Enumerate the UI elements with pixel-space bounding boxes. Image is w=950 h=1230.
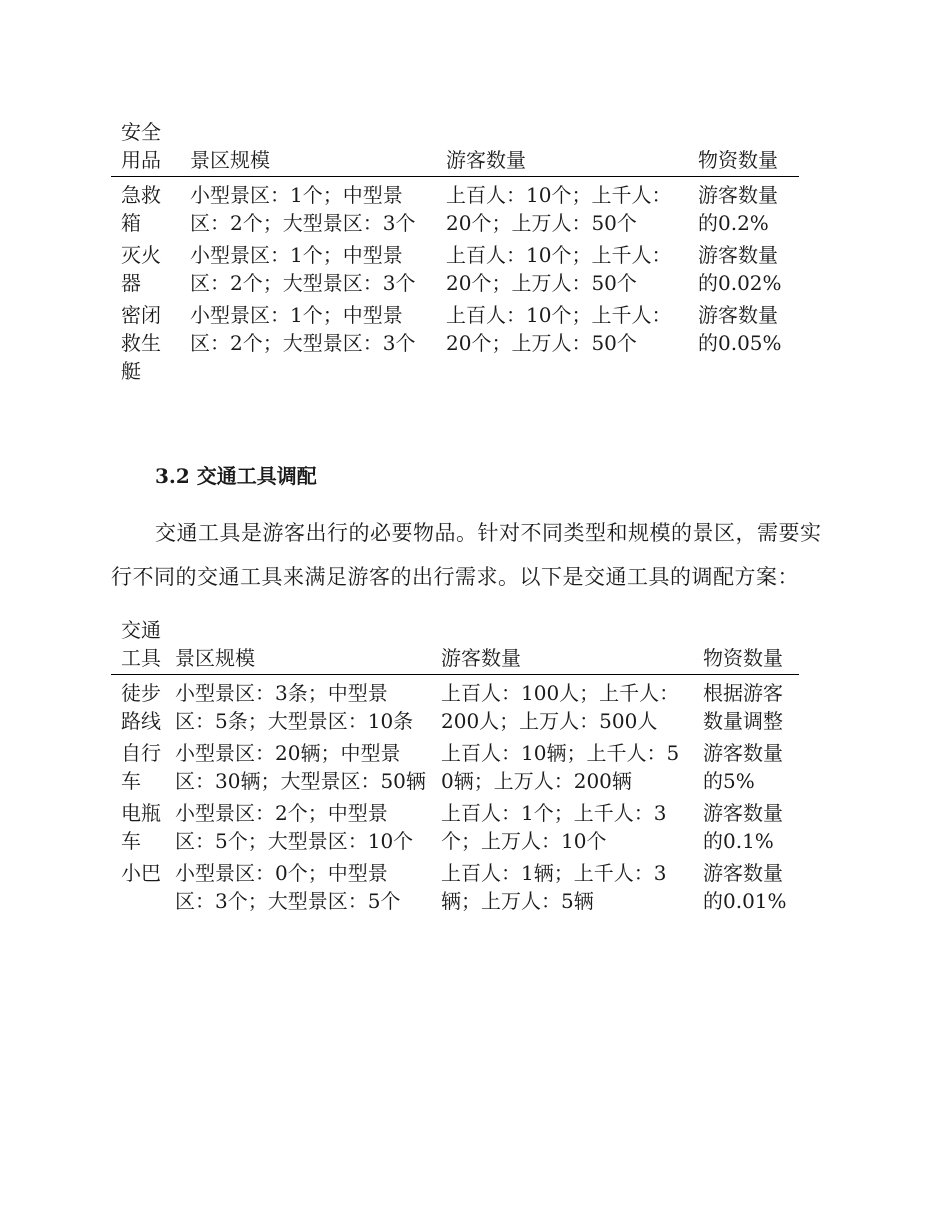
table-cell: 游客数量的0.05%: [698, 303, 782, 355]
table-cell: 急救箱: [121, 183, 161, 235]
column-header: 景区规模: [190, 148, 270, 172]
table-cell: 小巴: [121, 861, 161, 885]
body-paragraph: 交通工具是游客出行的必要物品。针对不同类型和规模的景区，需要实行不同的交通工具来满足游客的出行需求。以下是交通工具的调配方案：: [111, 521, 822, 589]
table-cell: 游客数量的0.01%: [703, 861, 787, 913]
table-cell: 小型景区：0个；中型景区：3个；大型景区：5个: [175, 861, 401, 913]
table-row: [111, 675, 799, 738]
table-cell: 上百人：10个；上千人：20个；上万人：50个: [446, 243, 672, 295]
table-row: [111, 299, 799, 387]
table-cell: 自行车: [121, 741, 161, 793]
column-header: 物资数量: [698, 148, 778, 172]
section-heading: 3.2 交通工具调配: [155, 464, 317, 488]
table-cell: 小型景区：3条；中型景区：5条；大型景区：10条: [175, 681, 414, 733]
transport-allocation-table: [111, 616, 799, 917]
table-cell: 电瓶车: [121, 801, 161, 853]
table-cell: 徒步路线: [121, 681, 161, 733]
table-cell: 小型景区：1个；中型景区：2个；大型景区：3个: [190, 183, 416, 235]
table-header-row: [111, 616, 799, 675]
table-cell: 小型景区：1个；中型景区：2个；大型景区：3个: [190, 303, 416, 355]
table-row: [111, 797, 799, 857]
table-cell: 小型景区：1个；中型景区：2个；大型景区：3个: [190, 243, 416, 295]
table-cell: 游客数量的0.2%: [698, 183, 778, 235]
table-cell: 小型景区：20辆；中型景区：30辆；大型景区：50辆: [175, 741, 426, 793]
table-row: [111, 177, 799, 240]
column-header: 景区规模: [175, 646, 255, 670]
table-cell: 游客数量的0.1%: [703, 801, 783, 853]
table-cell: 上百人：10辆；上千人：50辆；上万人：200辆: [441, 741, 680, 793]
column-header: 游客数量: [441, 646, 521, 670]
table-cell: 上百人：100人；上千人：200人；上万人：500人: [441, 681, 680, 733]
table-cell: 游客数量的5%: [703, 741, 783, 793]
table-cell: 上百人：10个；上千人：20个；上万人：50个: [446, 303, 672, 355]
table-cell: 上百人：1辆；上千人：3辆；上万人：5辆: [441, 861, 667, 913]
column-header: 游客数量: [446, 148, 526, 172]
table-cell: 灭火器: [121, 243, 161, 295]
safety-supplies-table: [111, 118, 799, 387]
table-cell: 密闭救生艇: [121, 303, 161, 383]
column-header: 物资数量: [703, 646, 783, 670]
table-row: [111, 239, 799, 299]
table-row: [111, 737, 799, 797]
table-header-row: [111, 118, 799, 177]
table-cell: 小型景区：2个；中型景区：5个；大型景区：10个: [175, 801, 414, 853]
column-header: 安全用品: [121, 120, 161, 172]
table-cell: 上百人：10个；上千人：20个；上万人：50个: [446, 183, 672, 235]
table-row: [111, 857, 799, 917]
table-cell: 游客数量的0.02%: [698, 243, 782, 295]
column-header: 交通工具: [121, 618, 161, 670]
table-cell: 上百人：1个；上千人：3个；上万人：10个: [441, 801, 667, 853]
table-cell: 根据游客数量调整: [703, 681, 783, 733]
